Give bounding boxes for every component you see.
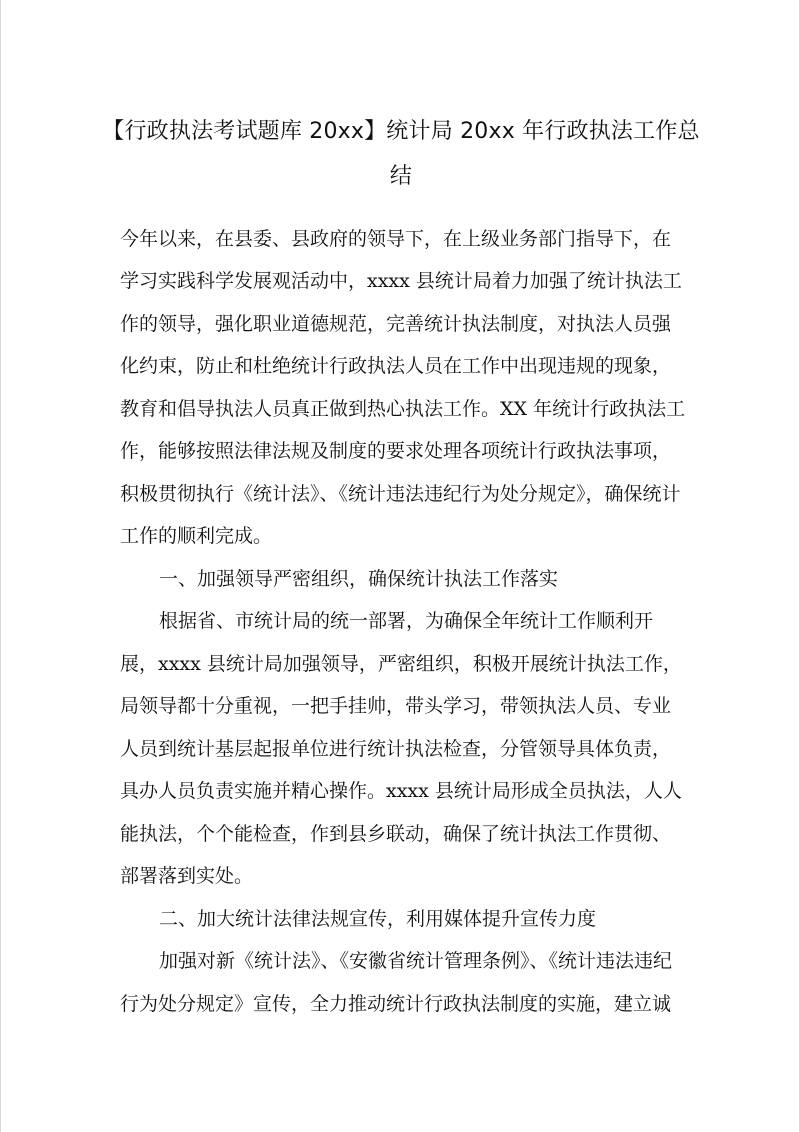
body-line-16: 加强对新《统计法》、《安徽省统计管理条例》、《统计违法违纪 <box>159 950 673 972</box>
body-line-10: 展，xxxx 县统计局加强领导，严密组织，积极开展统计执法工作， <box>120 653 682 675</box>
body-line-1: 今年以来，在县委、县政府的领导下，在上级业务部门指导下，在 <box>120 228 672 250</box>
body-line-4: 化约束，防止和杜绝统计行政执法人员在工作中出现违规的现象， <box>120 355 672 377</box>
body-line-9: 根据省、市统计局的统一部署，为确保全年统计工作顺利开 <box>159 610 654 632</box>
body-line-8: 工作的顺利完成。 <box>120 525 273 547</box>
body-line-3: 作的领导，强化职业道德规范，完善统计执法制度，对执法人员强 <box>120 313 672 335</box>
body-line-11: 局领导都十分重视，一把手挂帅，带头学习，带领执法人员、专业 <box>120 695 672 717</box>
body-line-17: 行为处分规定》宣传，全力推动统计行政执法制度的实施，建立诚 <box>120 993 672 1015</box>
body-line-15: 部署落到实处。 <box>120 865 254 887</box>
body-line-7: 积极贯彻执行《统计法》、《统计违法违纪行为处分规定》，确保统计 <box>120 483 681 505</box>
section-heading-2: 二、加大统计法律法规宣传，利用媒体提升宣传力度 <box>159 908 597 930</box>
document-title-line-2: 结 <box>389 164 413 189</box>
body-line-2: 学习实践科学发展观活动中，xxxx 县统计局着力加强了统计执法工 <box>120 270 682 292</box>
body-line-12: 人员到统计基层起报单位进行统计执法检查，分管领导具体负责， <box>120 738 672 760</box>
body-line-13: 具办人员负责实施并精心操作。xxxx 县统计局形成全员执法，人人 <box>120 780 682 802</box>
body-line-6: 作，能够按照法律法规及制度的要求处理各项统计行政执法事项， <box>120 440 672 462</box>
body-line-14: 能执法，个个能检查，作到县乡联动，确保了统计执法工作贯彻、 <box>120 823 672 845</box>
section-heading-1: 一、加强领导严密组织，确保统计执法工作落实 <box>159 568 559 590</box>
document-title-line-1: 【行政执法考试题库 20xx】统计局 20xx 年行政执法工作总 <box>102 119 700 144</box>
body-line-5: 教育和倡导执法人员真正做到热心执法工作。XX 年统计行政执法工 <box>120 398 686 420</box>
